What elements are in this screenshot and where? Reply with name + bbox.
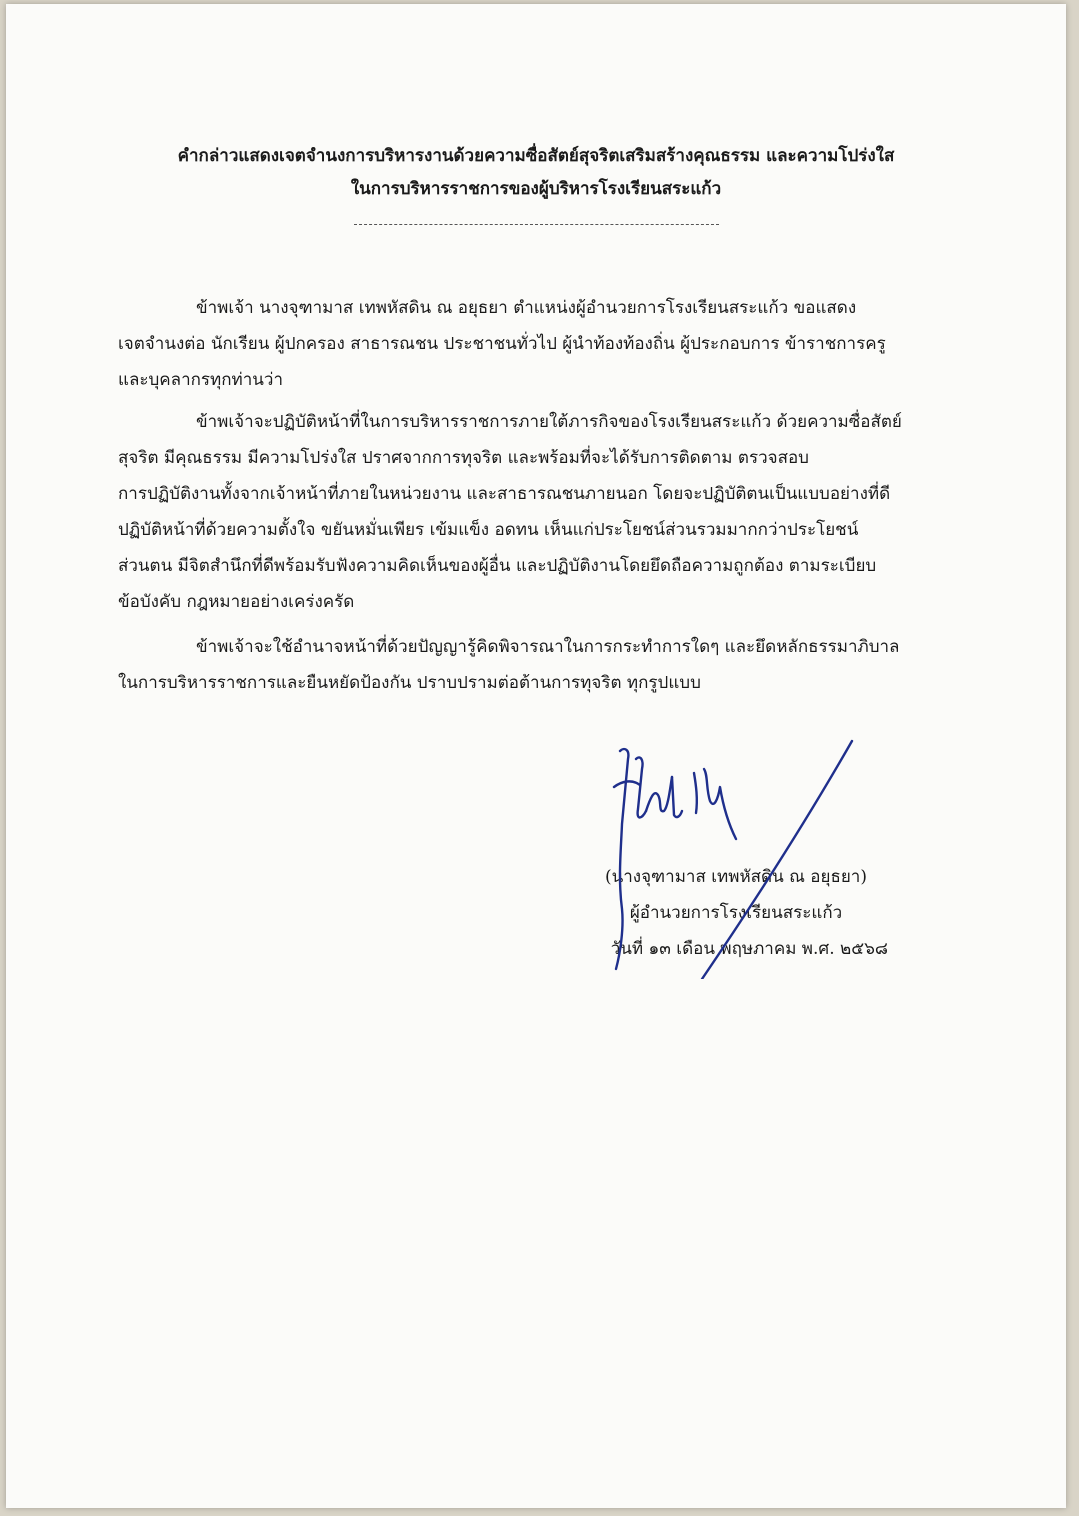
paragraph-line: การปฏิบัติงานทั้งจากเจ้าหน้าที่ภายในหน่วยงาน และสาธารณชนภายนอก โดยจะปฏิบัติตนเป็นแบบอย่างที่ดี bbox=[118, 484, 891, 504]
paragraph-2 bbox=[118, 404, 948, 620]
paragraph-line: และบุคลากรทุกท่านว่า bbox=[118, 370, 284, 390]
paragraph-1 bbox=[118, 290, 948, 398]
title-line-1: คำกล่าวแสดงเจตจำนงการบริหารงานด้วยความซื่อสัตย์สุจริตเสริมสร้างคุณธรรม และความโปร่งใส bbox=[177, 146, 895, 166]
paragraph-line: ในการบริหารราชการและยืนหยัดป้องกัน ปราบปรามต่อต้านการทุจริต ทุกรูปแบบ bbox=[118, 673, 701, 693]
paragraph-line: ข้อบังคับ กฎหมายอย่างเคร่งครัด bbox=[118, 592, 355, 612]
paragraph-line: ส่วนตน มีจิตสำนึกที่ดีพร้อมรับฟังความคิดเห็นของผู้อื่น และปฏิบัติงานโดยยึดถือความถูกต้อง ตามระเบียบ bbox=[118, 556, 877, 576]
paragraph-line: ข้าพเจ้า นางจุฑามาส เทพหัสดิน ณ อยุธยา ตำแหน่งผู้อำนวยการโรงเรียนสระแก้ว ขอแสดง bbox=[196, 298, 857, 318]
paragraph-line: ข้าพเจ้าจะปฏิบัติหน้าที่ในการบริหารราชการภายใต้ภารกิจของโรงเรียนสระแก้ว ด้วยความซื่อสัตย์ bbox=[196, 412, 902, 432]
document-title bbox=[6, 140, 1066, 206]
paragraph-3 bbox=[118, 629, 948, 701]
paragraph-line: ปฏิบัติหน้าที่ด้วยความตั้งใจ ขยันหมั่นเพียร เข้มแข็ง อดทน เห็นแก่ประโยชน์ส่วนรวมมากกว่าประโยชน์ bbox=[118, 520, 859, 540]
paragraph-line: สุจริต มีคุณธรรม มีความโปร่งใส ปราศจากการทุจริต และพร้อมที่จะได้รับการติดตาม ตรวจสอบ bbox=[118, 448, 809, 468]
title-line-2: ในการบริหารราชการของผู้บริหารโรงเรียนสระแก้ว bbox=[350, 179, 722, 199]
signatory-name: (นางจุฑามาส เทพหัสดิน ณ อยุธยา) bbox=[605, 867, 867, 887]
handwritten-signature bbox=[606, 729, 866, 979]
paragraph-line: ข้าพเจ้าจะใช้อำนาจหน้าที่ด้วยปัญญารู้คิดพิจารณาในการกระทำการใดๆ และยึดหลักธรรมาภิบาล bbox=[196, 637, 900, 657]
signatory-position: ผู้อำนวยการโรงเรียนสระแก้ว bbox=[629, 903, 843, 923]
paragraph-line: เจตจำนงต่อ นักเรียน ผู้ปกครอง สาธารณชน ประชาชนทั่วไป ผู้นำท้องท้องถิ่น ผู้ประกอบการ ข้าราชการครู bbox=[118, 334, 886, 354]
signature-date: วันที่ ๑๓ เดือน พฤษภาคม พ.ศ. ๒๕๖๘ bbox=[610, 939, 888, 959]
title-divider bbox=[354, 224, 719, 225]
document-page bbox=[6, 4, 1066, 1508]
